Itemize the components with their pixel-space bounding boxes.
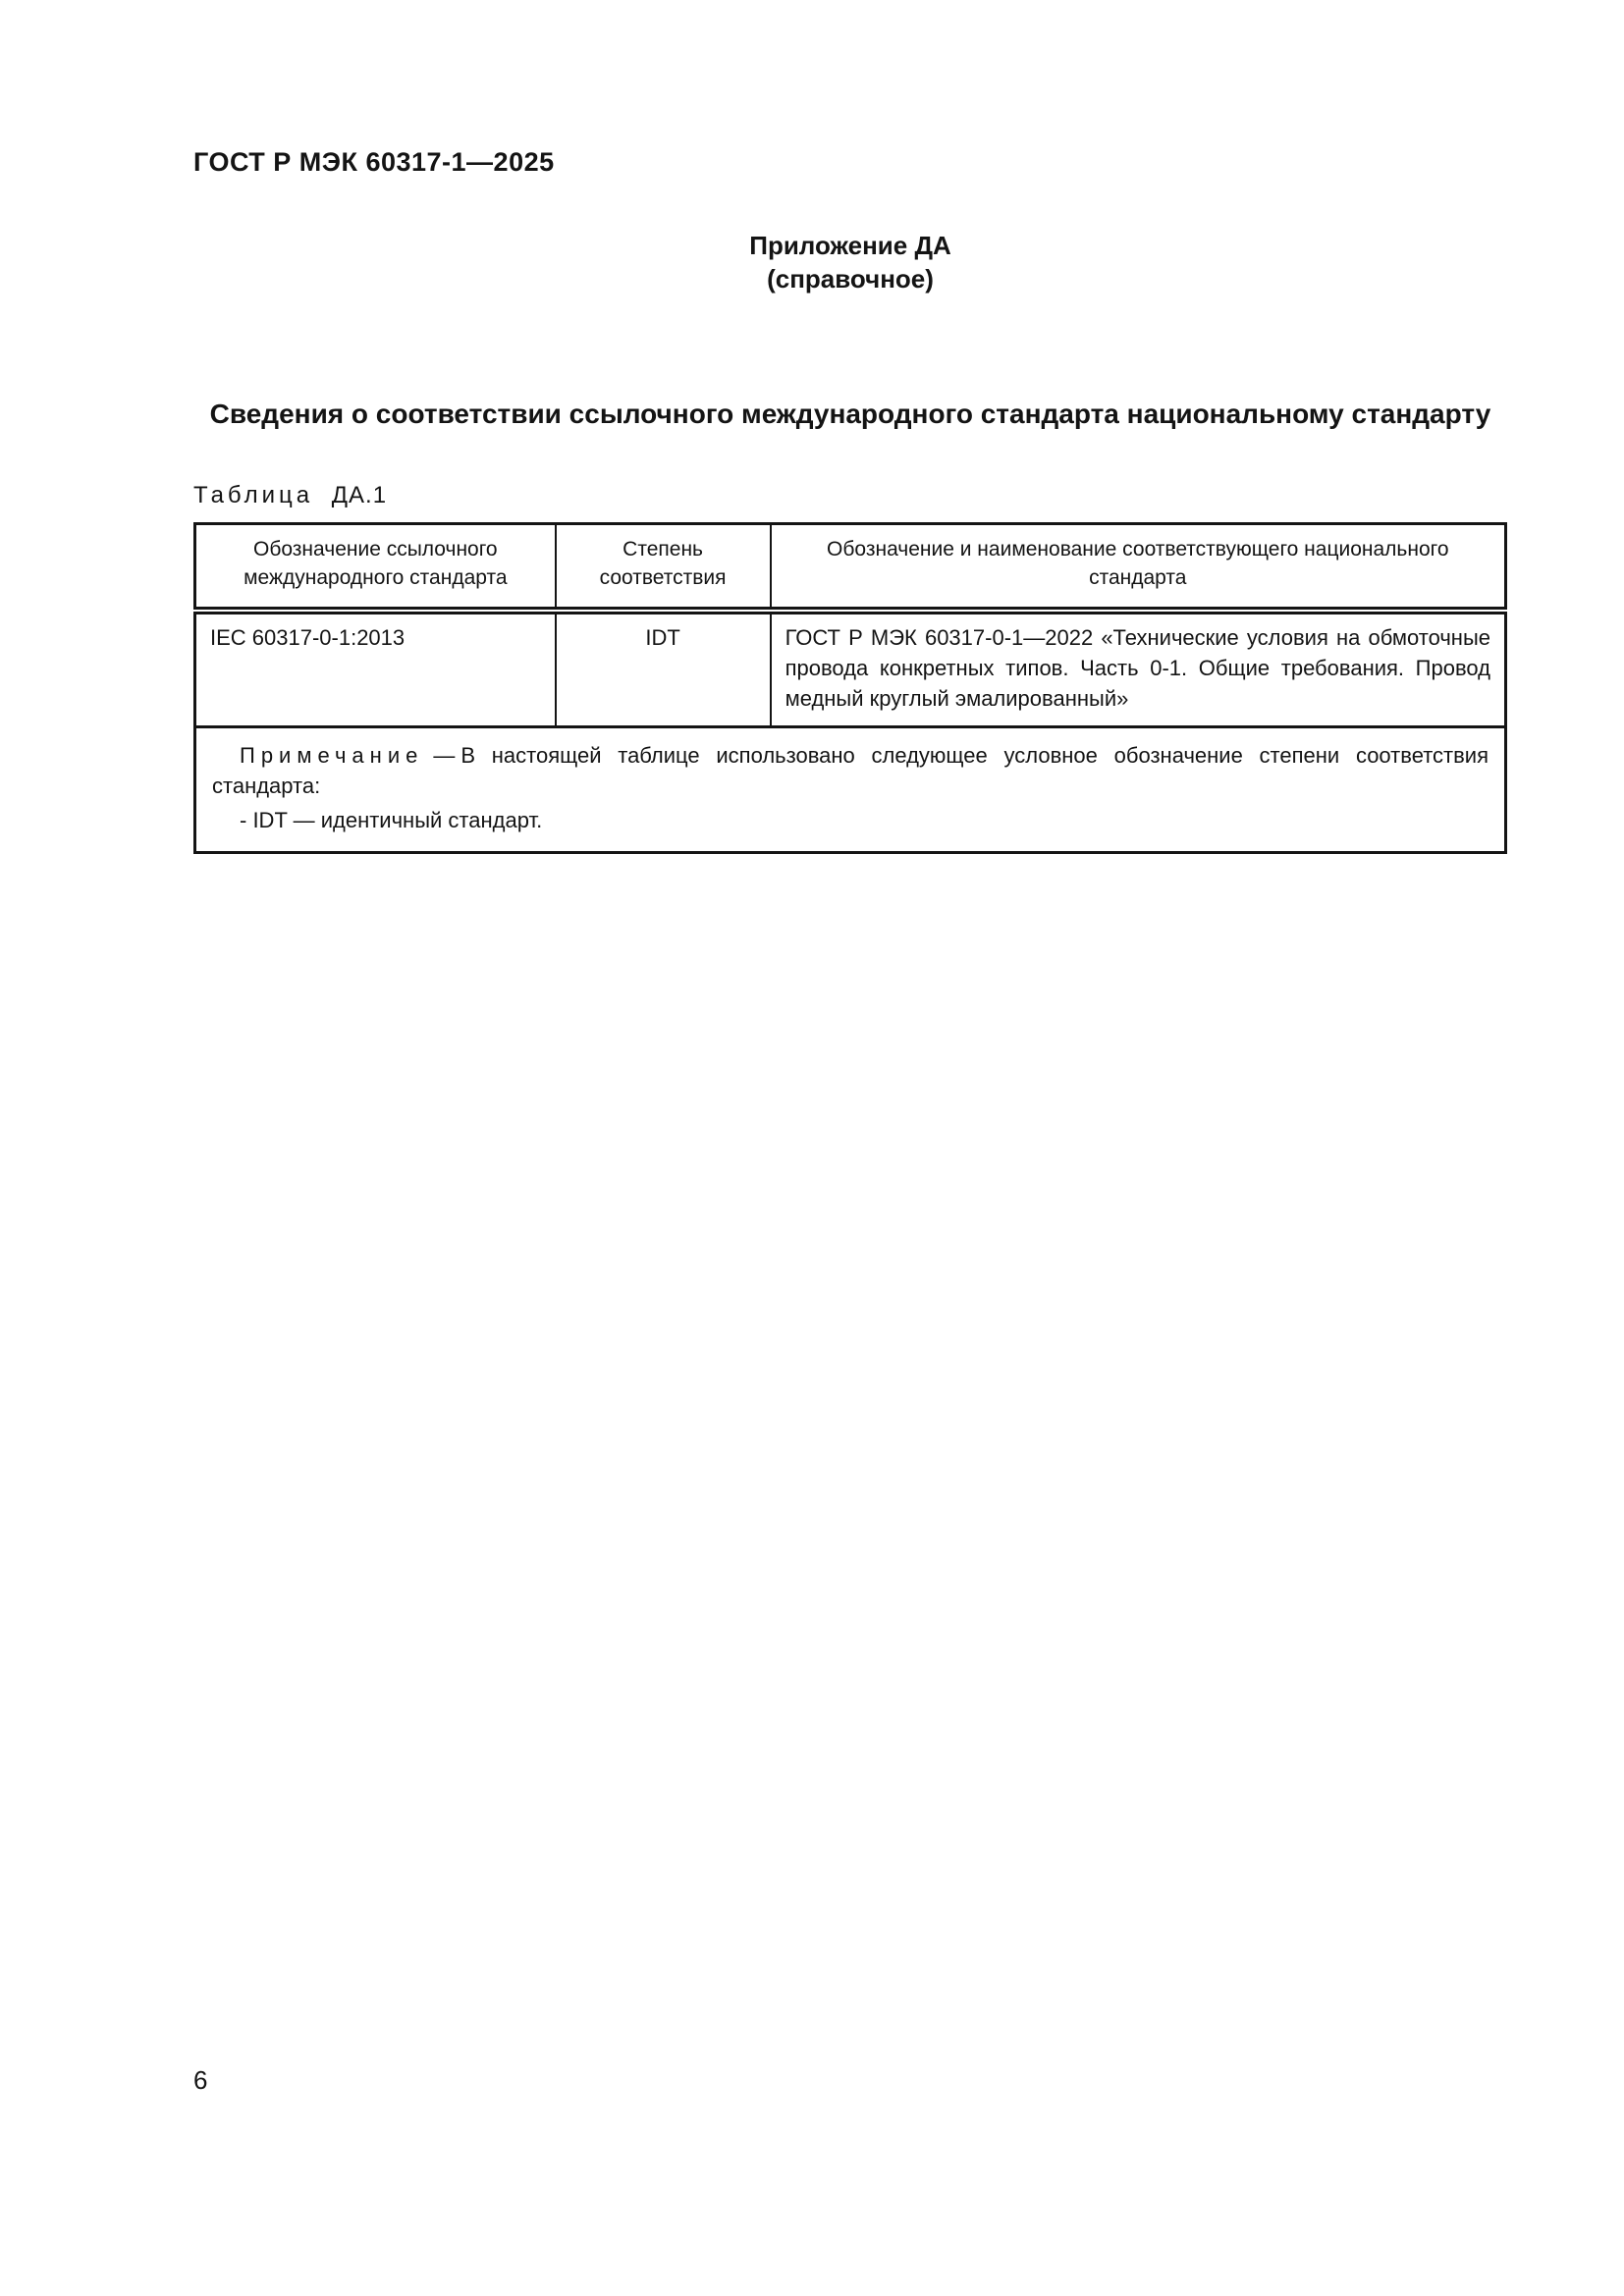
header-national-standard: Обозначение и наименование соответствующего национального стандарта: [771, 524, 1506, 611]
page-number: 6: [193, 2065, 208, 2095]
appendix-heading: [193, 229, 1507, 295]
table-caption: [193, 482, 1507, 509]
table-header-row: [195, 524, 1506, 611]
document-code-header: ГОСТ Р МЭК 60317-1—2025: [193, 147, 555, 177]
cell-degree: IDT: [556, 611, 771, 727]
correspondence-table: [193, 522, 1507, 854]
appendix-title: Приложение ДА: [749, 231, 951, 260]
appendix-subtitle: (справочное): [767, 264, 934, 294]
note-cell: [195, 726, 1506, 852]
note-label: Примечание: [240, 742, 424, 768]
section-title: Сведения о соответствии ссылочного международного стандарта национальному стандарту: [209, 399, 1491, 429]
note-paragraph: [212, 740, 1489, 801]
note-item: - IDT — идентичный стандарт.: [240, 807, 543, 832]
text-block: [193, 0, 1507, 854]
table-caption-label: Таблица: [193, 482, 314, 508]
table-note-row: [195, 726, 1506, 852]
note-text: В настоящей таблице использовано следующее условное обозначение степени соответствия стандарта:: [212, 742, 1489, 798]
table-row: [195, 611, 1506, 727]
cell-national-standard: ГОСТ Р МЭК 60317-0-1—2022 «Технические условия на обмоточные провода конкретных типов. Часть 0-1. Общие требования. Провод медный круглый эмалированный»: [771, 611, 1506, 727]
header-ref-standard: Обозначение ссылочного международного стандарта: [195, 524, 556, 611]
header-degree: Степень соответствия: [556, 524, 771, 611]
cell-ref-standard: IEC 60317-0-1:2013: [195, 611, 556, 727]
table-caption-number: ДА.1: [331, 482, 388, 508]
note-dash: —: [433, 742, 456, 768]
